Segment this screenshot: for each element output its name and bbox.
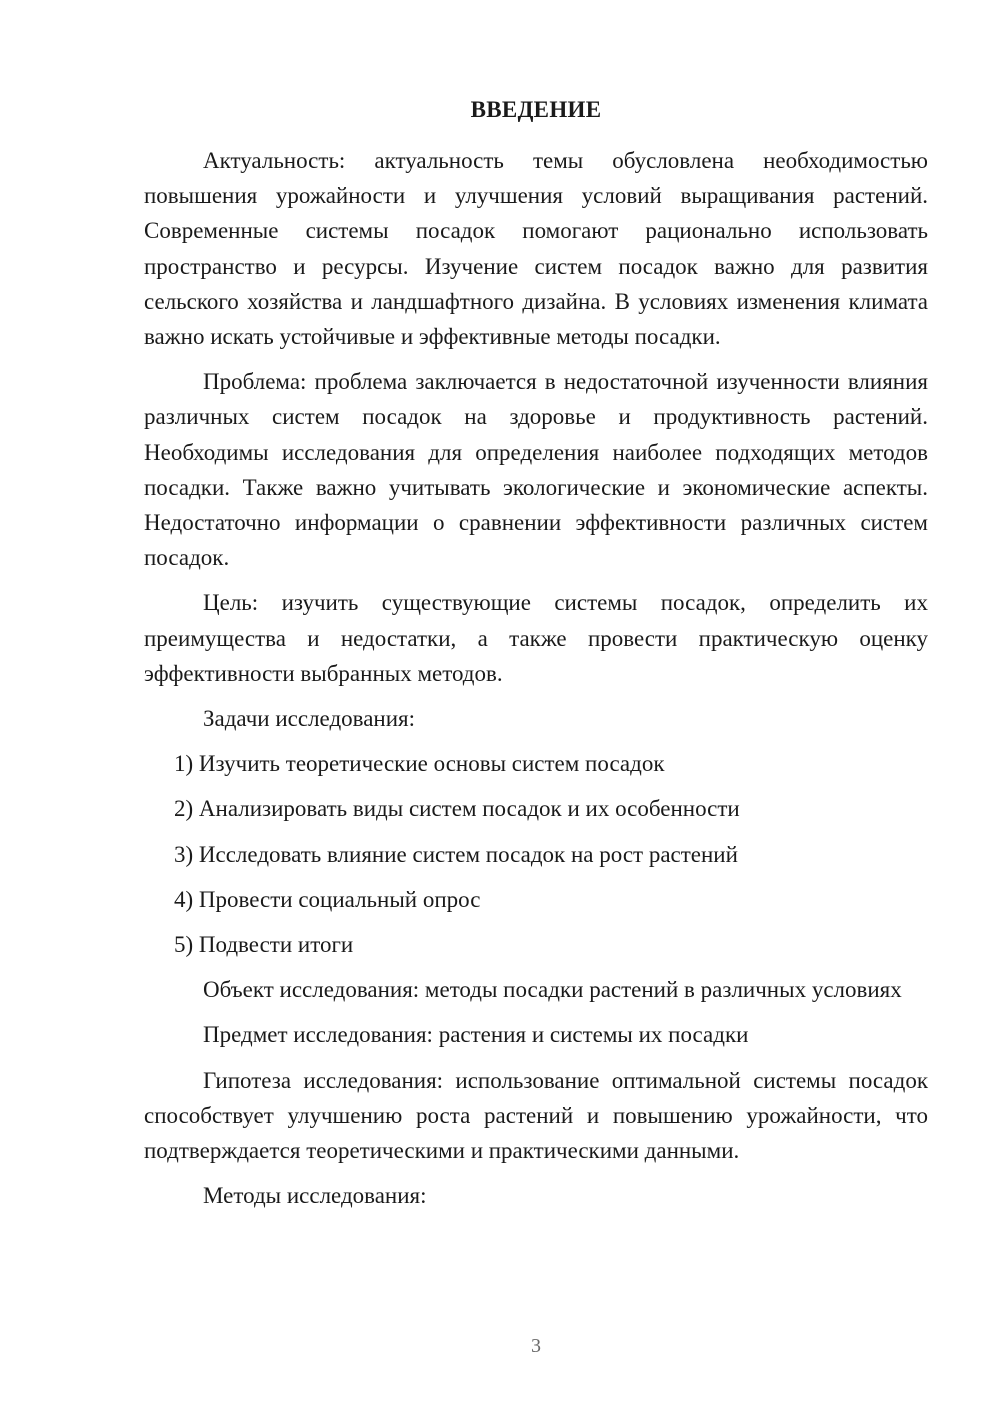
problem-paragraph: Проблема: проблема заключается в недостаточной изученности влияния различных систем посадок на здоровье и продуктивность растений. Необходимы исследования для определения наиболее подходящих методов посадки. Также важно учитывать экологические и экономические аспекты. Недостаточно информации о сравнении эффективности различных систем посадок. xyxy=(144,369,928,571)
subject-paragraph: Предмет исследования: растения и системы их посадки xyxy=(203,1022,749,1048)
tasks-title: Задачи исследования: xyxy=(203,706,416,732)
page-number: 3 xyxy=(531,1335,541,1357)
list-item: 5) Подвести итоги xyxy=(174,932,354,958)
list-item: 3) Исследовать влияние систем посадок на рост растений xyxy=(174,841,738,867)
hypothesis-paragraph: Гипотеза исследования: использование оптимальной системы посадок способствует улучшению роста растений и повышению урожайности, что подтверждается теоретическими и практическими данными. xyxy=(144,1067,928,1164)
tasks-list xyxy=(144,746,928,962)
object-paragraph: Объект исследования: методы посадки растений в различных условиях xyxy=(203,977,902,1003)
document-page xyxy=(144,95,928,1223)
list-item: 2) Анализировать виды систем посадок и их особенности xyxy=(174,796,740,822)
goal-paragraph: Цель: изучить существующие системы посадок, определить их преимущества и недостатки, а также провести практическую оценку эффективности выбранных методов. xyxy=(144,590,928,686)
list-item: 4) Провести социальный опрос xyxy=(174,886,481,912)
methods-title: Методы исследования: xyxy=(203,1183,427,1209)
relevance-paragraph: Актуальность: актуальность темы обусловлена необходимостью повышения урожайности и улучшения условий выращивания растений. Современные системы посадок помогают рационально использовать пространство и ресурсы. Изучение систем посадок важно для развития сельского хозяйства и ландшафтного дизайна. В условиях изменения климата важно искать устойчивые и эффективные методы посадки. xyxy=(144,148,928,350)
list-item: 1) Изучить теоретические основы систем посадок xyxy=(174,751,665,777)
section-heading: ВВЕДЕНИЕ xyxy=(470,97,602,122)
